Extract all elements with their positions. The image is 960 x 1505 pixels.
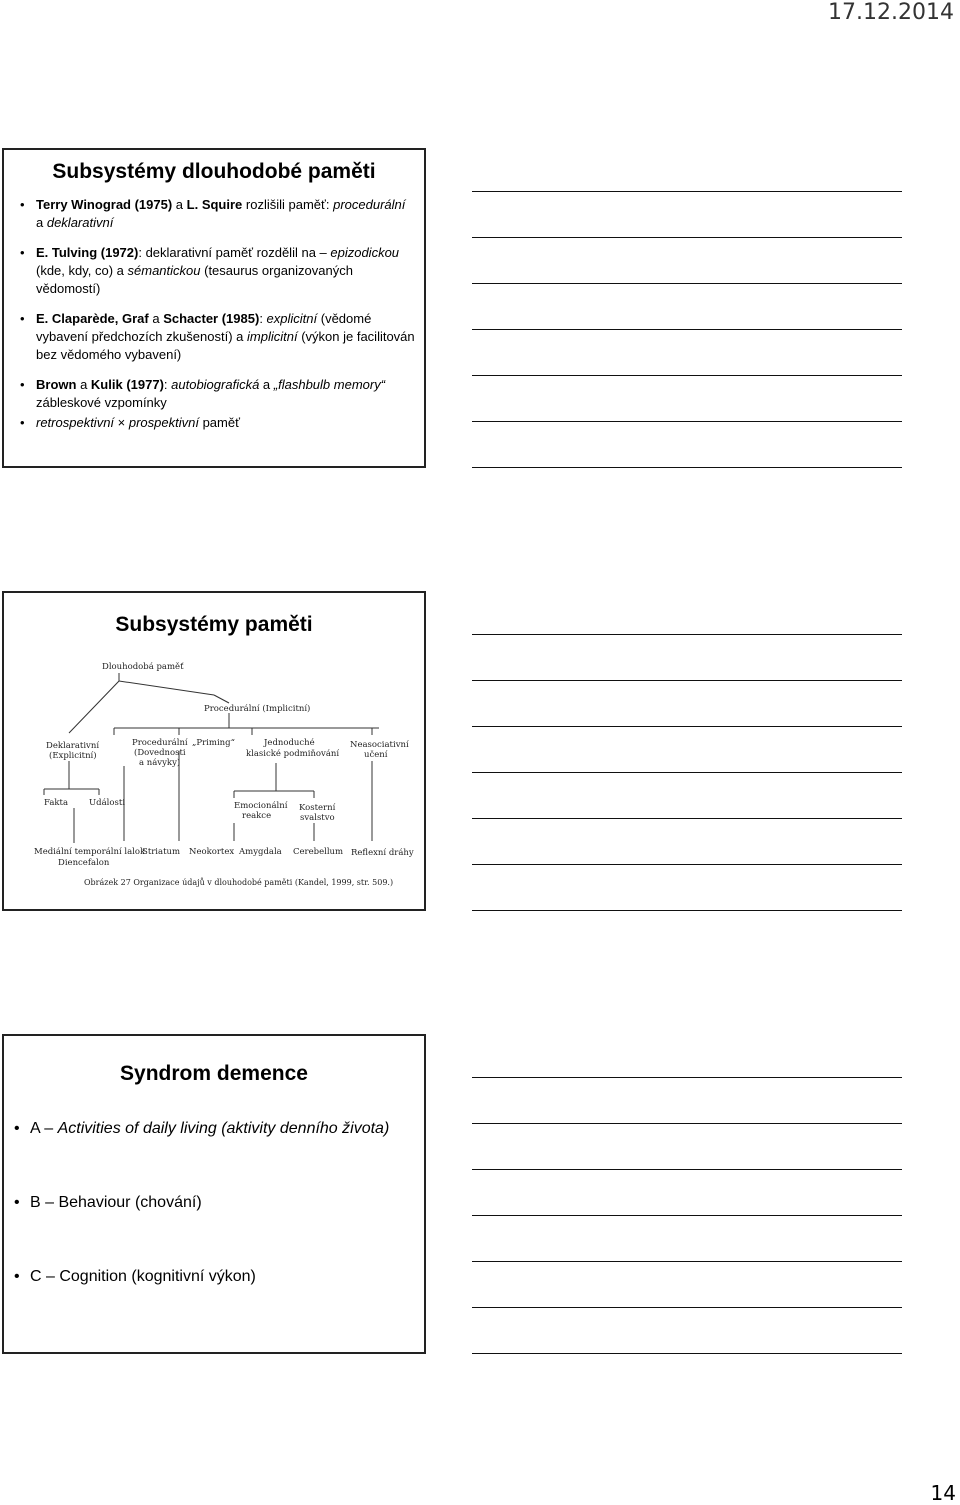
slide-title: Subsystémy paměti (115, 613, 313, 636)
bullet-text-run: B – Behaviour (chování) (30, 1194, 202, 1211)
bullet-text-run: deklarativní (46, 215, 114, 230)
bullet-item (20, 376, 416, 412)
node-emotional-2: reakce (242, 811, 272, 821)
slide-title: Syndrom demence (120, 1062, 308, 1085)
node-emotional: Emocionální (234, 801, 288, 811)
node-skeletal: Kosterní (299, 803, 336, 813)
bullet-text-run: : (259, 311, 267, 326)
node-facts: Fakta (44, 798, 69, 808)
note-line (472, 191, 902, 192)
bullet-item (20, 310, 416, 364)
memory-taxonomy-diagram (24, 653, 414, 903)
bullet-text-run: prospektivní (128, 415, 199, 430)
node-declarative-sub: (Explicitní) (49, 751, 97, 761)
bullet-text-run: implicitní (247, 329, 298, 344)
bullet-text-run: Kulik (1977) (90, 377, 164, 392)
bullet-text-run: a (259, 377, 274, 392)
bullet-item (14, 1118, 416, 1140)
bullet-text-run: E. Tulving (1972) (36, 245, 139, 260)
slide-long-term-memory-subsystems (2, 148, 426, 468)
note-line (472, 375, 902, 376)
bullet-text-run: L. Squire (186, 197, 243, 212)
bullet-text-run: rozlišili paměť: (242, 197, 334, 212)
note-line (472, 1307, 902, 1308)
bullet-item (20, 196, 416, 232)
node-amygdala: Amygdala (239, 847, 282, 857)
bullet-text-run: a (36, 215, 47, 230)
note-line (472, 818, 902, 819)
bullet-text-run: (výkon je facilitován bez vědomého vybavení) (36, 329, 415, 362)
note-line (472, 1353, 902, 1354)
bullet-text-run: Schacter (1985) (163, 311, 260, 326)
bullet-text-run: retrospektivní (36, 415, 115, 430)
note-line (472, 421, 902, 422)
bullet-item (14, 1192, 416, 1214)
bullet-text-run: C – Cognition (kognitivní výkon) (30, 1268, 256, 1285)
node-priming: „Priming“ (192, 738, 235, 748)
note-line (472, 910, 902, 911)
bullet-text-run: Terry Winograd (1975) (36, 197, 173, 212)
bullet-list (14, 1118, 416, 1340)
bullet-text-run: : (163, 377, 172, 392)
node-mtl-2: Diencefalon (58, 858, 110, 868)
node-neocortex: Neokortex (189, 847, 235, 857)
bullet-text-run: paměť (198, 415, 240, 430)
bullet-text-run: epizodickou (330, 245, 400, 260)
slide-memory-subsystems-diagram (2, 591, 426, 911)
bullet-text-run: a (76, 377, 91, 392)
bullet-text-run: sémantickou (127, 263, 201, 278)
note-line (472, 772, 902, 773)
node-nonassoc: Neasociativní (350, 740, 409, 750)
node-root: Dlouhodobá paměť (102, 662, 184, 672)
note-line (472, 1077, 902, 1078)
bullet-text-run: a (148, 311, 164, 326)
node-events: Události (89, 798, 126, 808)
note-line (472, 1123, 902, 1124)
note-line (472, 329, 902, 330)
page-number: 14 (930, 1481, 956, 1505)
bullet-text-run: (tesaurus organizovaných vědomostí) (36, 263, 353, 296)
bullet-text-run: E. Claparède, Graf (36, 311, 149, 326)
bullet-text-run: Activities of daily living (aktivity denního života) (57, 1120, 390, 1137)
bullet-text-run: (kde, kdy, co) a (36, 263, 128, 278)
bullet-item (20, 244, 416, 298)
slide-dementia-syndrome (2, 1034, 426, 1354)
note-line (472, 1169, 902, 1170)
bullet-text-run: : deklarativní paměť rozdělil na – (138, 245, 331, 260)
note-line (472, 237, 902, 238)
note-line (472, 864, 902, 865)
node-mtl: Mediální temporální lalok (34, 847, 146, 857)
node-striatum: Striatum (142, 847, 181, 857)
node-skeletal-2: svalstvo (300, 813, 335, 823)
note-line (472, 467, 902, 468)
node-proc-skills: Procedurální (132, 738, 188, 748)
note-line (472, 1261, 902, 1262)
date-header: 17.12.2014 (828, 0, 954, 25)
bullet-text-run: „flashbulb memory“ (273, 377, 386, 392)
note-line (472, 680, 902, 681)
bullet-text-run: (vědomé vybavení předchozích zkušeností) a (36, 311, 372, 344)
node-proc-skills-2: (Dovednosti (134, 748, 186, 758)
node-proc-skills-3: a návyky) (139, 758, 181, 768)
note-line (472, 283, 902, 284)
note-line (472, 726, 902, 727)
node-procedural: Procedurální (Implicitní) (204, 704, 311, 714)
node-classical-2: klasické podmiňování (246, 749, 340, 759)
bullet-text-run: autobiografická (171, 377, 260, 392)
bullet-item (14, 1266, 416, 1288)
note-line (472, 634, 902, 635)
bullet-text-run: zábleskové vzpomínky (36, 395, 167, 410)
node-reflex: Reflexní dráhy (351, 848, 414, 858)
node-classical: Jednoduché (264, 738, 315, 748)
node-cerebellum: Cerebellum (293, 847, 344, 857)
node-declarative: Deklarativní (46, 741, 100, 751)
bullet-text-run: procedurální (333, 197, 406, 212)
bullet-list (20, 196, 416, 444)
bullet-text-run: explicitní (266, 311, 318, 326)
note-line (472, 1215, 902, 1216)
bullet-text-run: A – (30, 1120, 58, 1137)
bullet-item (20, 414, 416, 432)
node-nonassoc-2: učení (364, 750, 388, 760)
figure-caption: Obrázek 27 Organizace údajů v dlouhodobé paměti (Kandel, 1999, str. 509.) (84, 878, 394, 887)
bullet-text-run: Brown (36, 377, 77, 392)
slide-title: Subsystémy dlouhodobé paměti (52, 160, 376, 183)
bullet-text-run: a (172, 197, 187, 212)
bullet-text-run: × (114, 415, 129, 430)
